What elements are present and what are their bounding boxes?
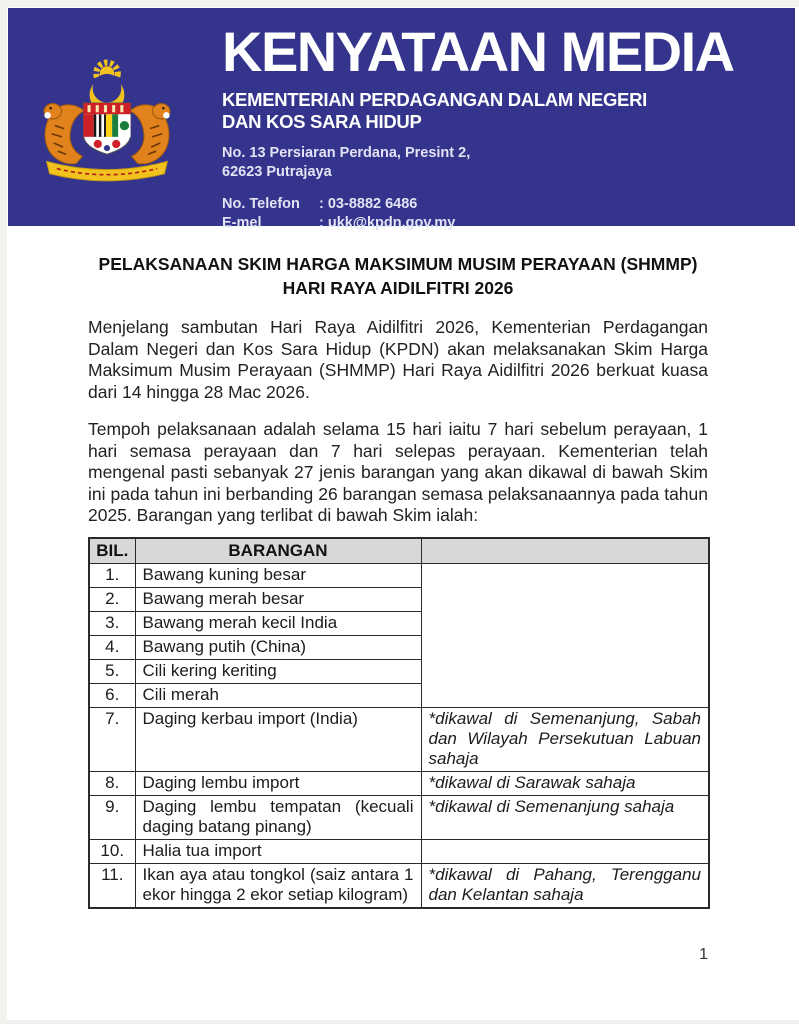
table-row	[89, 707, 709, 771]
table-cell-bil: 1.	[89, 563, 135, 587]
table-cell-item: Cili kering keriting	[135, 659, 421, 683]
phone-label: No. Telefon	[222, 196, 300, 212]
coat-of-arms-logo	[30, 58, 184, 186]
table-cell-note: *dikawal di Semenanjung, Sabah dan Wilayah Persekutuan Labuan sahaja	[421, 707, 709, 771]
table-cell-note: *dikawal di Semenanjung sahaja	[421, 795, 709, 839]
table-cell-bil: 9.	[89, 795, 135, 839]
phone-value: : 03-8882 6486	[319, 196, 418, 212]
table-cell-bil: 10.	[89, 839, 135, 863]
table-cell-item: Bawang putih (China)	[135, 635, 421, 659]
table-cell-bil: 4.	[89, 635, 135, 659]
phone-row	[222, 195, 787, 214]
table-cell-note: *dikawal di Pahang, Terengganu dan Kelantan sahaja	[421, 863, 709, 908]
tiger-right-icon	[129, 104, 170, 164]
table-header-bil: BIL.	[89, 538, 135, 564]
table-row	[89, 839, 709, 863]
contact-block	[222, 195, 787, 233]
letterhead-text	[222, 20, 787, 233]
table-cell-item: Halia tua import	[135, 839, 421, 863]
page-edge-left	[0, 0, 7, 1024]
table-cell-bil: 11.	[89, 863, 135, 908]
table-cell-note: *dikawal di Sarawak sahaja	[421, 771, 709, 795]
email-label: E-mel	[222, 215, 262, 231]
shield-icon	[83, 103, 130, 154]
document-title: PELAKSANAAN SKIM HARGA MAKSIMUM MUSIM PERAYAAN (SHMMP) HARI RAYA AIDILFITRI 2026	[98, 254, 698, 298]
table-cell-bil: 5.	[89, 659, 135, 683]
tiger-left-icon	[44, 104, 85, 164]
table-cell-item: Bawang merah besar	[135, 587, 421, 611]
page-edge-bottom	[0, 1020, 799, 1024]
table-header-barangan: BARANGAN	[135, 538, 421, 564]
ministry-name: KEMENTERIAN PERDAGANGAN DALAM NEGERI DAN KOS SARA HIDUP	[222, 89, 647, 132]
table-cell-bil: 6.	[89, 683, 135, 707]
document-body	[88, 252, 708, 909]
table-row	[89, 563, 709, 587]
table-row	[89, 771, 709, 795]
page-edge-top	[0, 0, 799, 7]
table-cell-note	[421, 839, 709, 863]
table-cell-bil: 3.	[89, 611, 135, 635]
table-cell-bil: 8.	[89, 771, 135, 795]
table-header-row	[89, 538, 709, 564]
letterhead-banner	[8, 8, 795, 231]
media-statement-title: KENYATAAN MEDIA	[222, 20, 734, 83]
ministry-address: No. 13 Persiaran Perdana, Presint 2, 62623 Putrajaya	[222, 145, 471, 180]
table-cell-bil: 7.	[89, 707, 135, 771]
paragraph-1: Menjelang sambutan Hari Raya Aidilfitri 2026, Kementerian Perdagangan Dalam Negeri dan Kos Sara Hidup (KPDN) akan melaksanakan Skim Harga Maksimum Musim Perayaan (SHMMP) Hari Raya Aidilfitri 2026 berkuat kuasa dari 14 hingga 28 Mac 2026.	[88, 317, 708, 402]
table-cell-bil: 2.	[89, 587, 135, 611]
email-row	[222, 214, 787, 233]
email-value: : ukk@kpdn.gov.my	[319, 215, 456, 231]
table-cell-item: Bawang kuning besar	[135, 563, 421, 587]
table-cell-item: Daging kerbau import (India)	[135, 707, 421, 771]
table-header-note	[421, 538, 709, 564]
table-cell-item: Bawang merah kecil India	[135, 611, 421, 635]
paragraph-2: Tempoh pelaksanaan adalah selama 15 hari iaitu 7 hari sebelum perayaan, 1 hari semasa perayaan dan 7 hari selepas perayaan. Kementerian telah mengenal pasti sebanyak 27 jenis barangan yang akan dikawal di bawah Skim ini pada tahun ini berbanding 26 barangan semasa pelaksanaannya pada tahun 2025. Barangan yang terlibat di bawah Skim ialah:	[88, 419, 708, 525]
items-table	[88, 537, 710, 909]
table-cell-item: Ikan aya atau tongkol (saiz antara 1 ekor hingga 2 ekor setiap kilogram)	[135, 863, 421, 908]
motto-ribbon-icon	[47, 161, 168, 180]
table-cell-item: Daging lembu import	[135, 771, 421, 795]
page-number: 1	[699, 946, 708, 963]
table-cell-note	[421, 563, 709, 707]
table-row	[89, 863, 709, 908]
table-row	[89, 795, 709, 839]
table-cell-item: Daging lembu tempatan (kecuali daging batang pinang)	[135, 795, 421, 839]
table-cell-item: Cili merah	[135, 683, 421, 707]
